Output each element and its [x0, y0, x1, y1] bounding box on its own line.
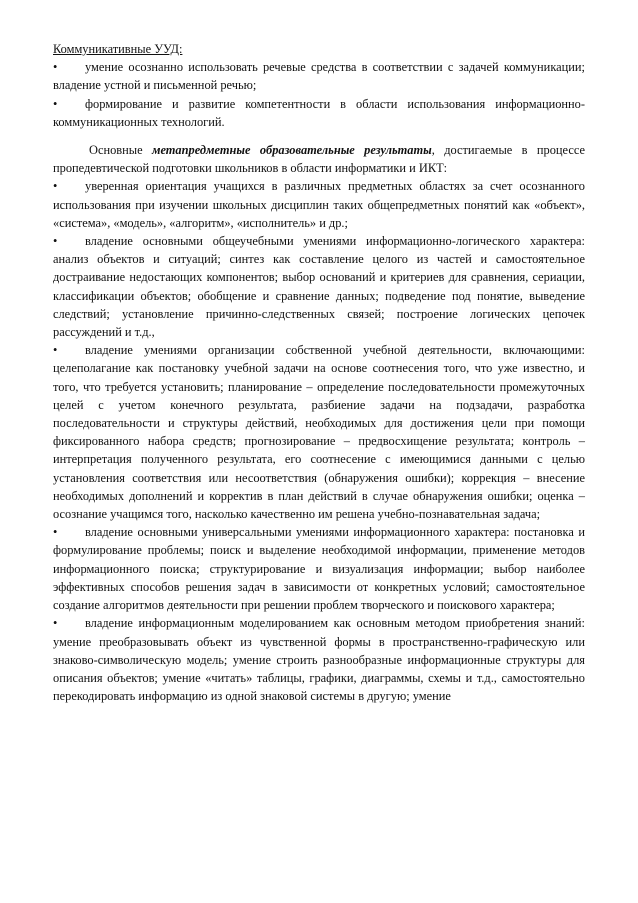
list-item — [53, 232, 585, 341]
list-item-text: владение основными общеучебными умениями информационно-логического характера: анализ объектов и ситуаций; синтез как составление целого из частей и самостоятельное достраивание недостающих компонентов; выбор оснований и критериев для сравнения, сериации, классификации объектов; обобщение и сравнение данных; подведение под понятие, выведение следствий; установление причинно-следственных связей; построение логических цепочек рассуждений и т.д., — [53, 234, 585, 340]
list-item — [53, 177, 585, 232]
list-item-text: уверенная ориентация учащихся в различных предметных областях за счет осознанного использования при изучении школьных дисциплин таких общепредметных понятий как «объект», «система», «модель», «алгоритм», «исполнитель» и др.; — [53, 179, 585, 230]
list-item — [53, 523, 585, 614]
list-item-text: умение осознанно использовать речевые средства в соответствии с задачей коммуникации; владение устной и письменной речью; — [53, 60, 585, 93]
list-item — [53, 95, 585, 131]
emphasis-text: метапредметные образовательные результаты — [151, 143, 432, 158]
bullet-icon: • — [53, 234, 58, 249]
list-item-text: владение основными универсальными умениями информационного характера: постановка и формулирование проблемы; поиск и выделение необходимой информации, применение методов информационного поиска; структурирование и визуализация информации; выбор наиболее эффективных способов решения задач в зависимости от конкретных условий; самостоятельное создание алгоритмов деятельности при решении проблем творческого и поискового характера; — [53, 525, 585, 613]
section-heading: Коммуникативные УУД: — [53, 42, 183, 56]
list-item-text: владение информационным моделированием как основным методом приобретения знаний: умение преобразовывать объект из чувственной формы в пространственно-графическую или знаково-символическую модель; умение строить разнообразные информационные структуры для описания объектов; умение «читать» таблицы, графики, диаграммы, схемы и т.д., самостоятельно перекодировать информацию из одной знаковой системы в другую; умение — [53, 616, 585, 704]
list-item — [53, 341, 585, 523]
list-item — [53, 58, 585, 94]
bullet-icon: • — [53, 343, 58, 358]
paragraph-text-after: , достигаемые в процессе пропедевтической подготовки школьников в области информатики и ИКТ: — [53, 143, 585, 176]
bullet-icon: • — [53, 179, 58, 194]
list-item — [53, 614, 585, 705]
paragraph-text-before: Основные — [89, 143, 152, 158]
bullet-icon: • — [53, 616, 58, 631]
bullet-icon: • — [53, 96, 58, 111]
bullet-icon: • — [53, 525, 58, 540]
paragraph-meta-results — [53, 141, 585, 177]
bullet-icon: • — [53, 60, 58, 75]
list-item-text: владение умениями организации собственной учебной деятельности, включающими: целеполагание как постановку учебной задачи на основе соотнесения того, что уже известно, и того, что требуется установить; планирование – определение последовательности промежуточных целей с учетом конечного результата, разбиение задачи на подзадачи, разработка последовательности и структуры действий, необходимых для достижения цели при помощи фиксированного набора средств; прогнозирование – предвосхищение результата; контроль – интерпретация полученного результата, его соотнесение с имеющимися данными с целью установления соответствия или несоответствия (обнаружения ошибки); коррекция – внесение необходимых дополнений и корректив в план действий в случае обнаружения ошибки; оценка – осознание учащимся того, насколько качественно им решена учебно-познавательная задача; — [53, 343, 585, 522]
list-item-text: формирование и развитие компетентности в области использования информационно-коммуникационных технологий. — [53, 96, 585, 129]
